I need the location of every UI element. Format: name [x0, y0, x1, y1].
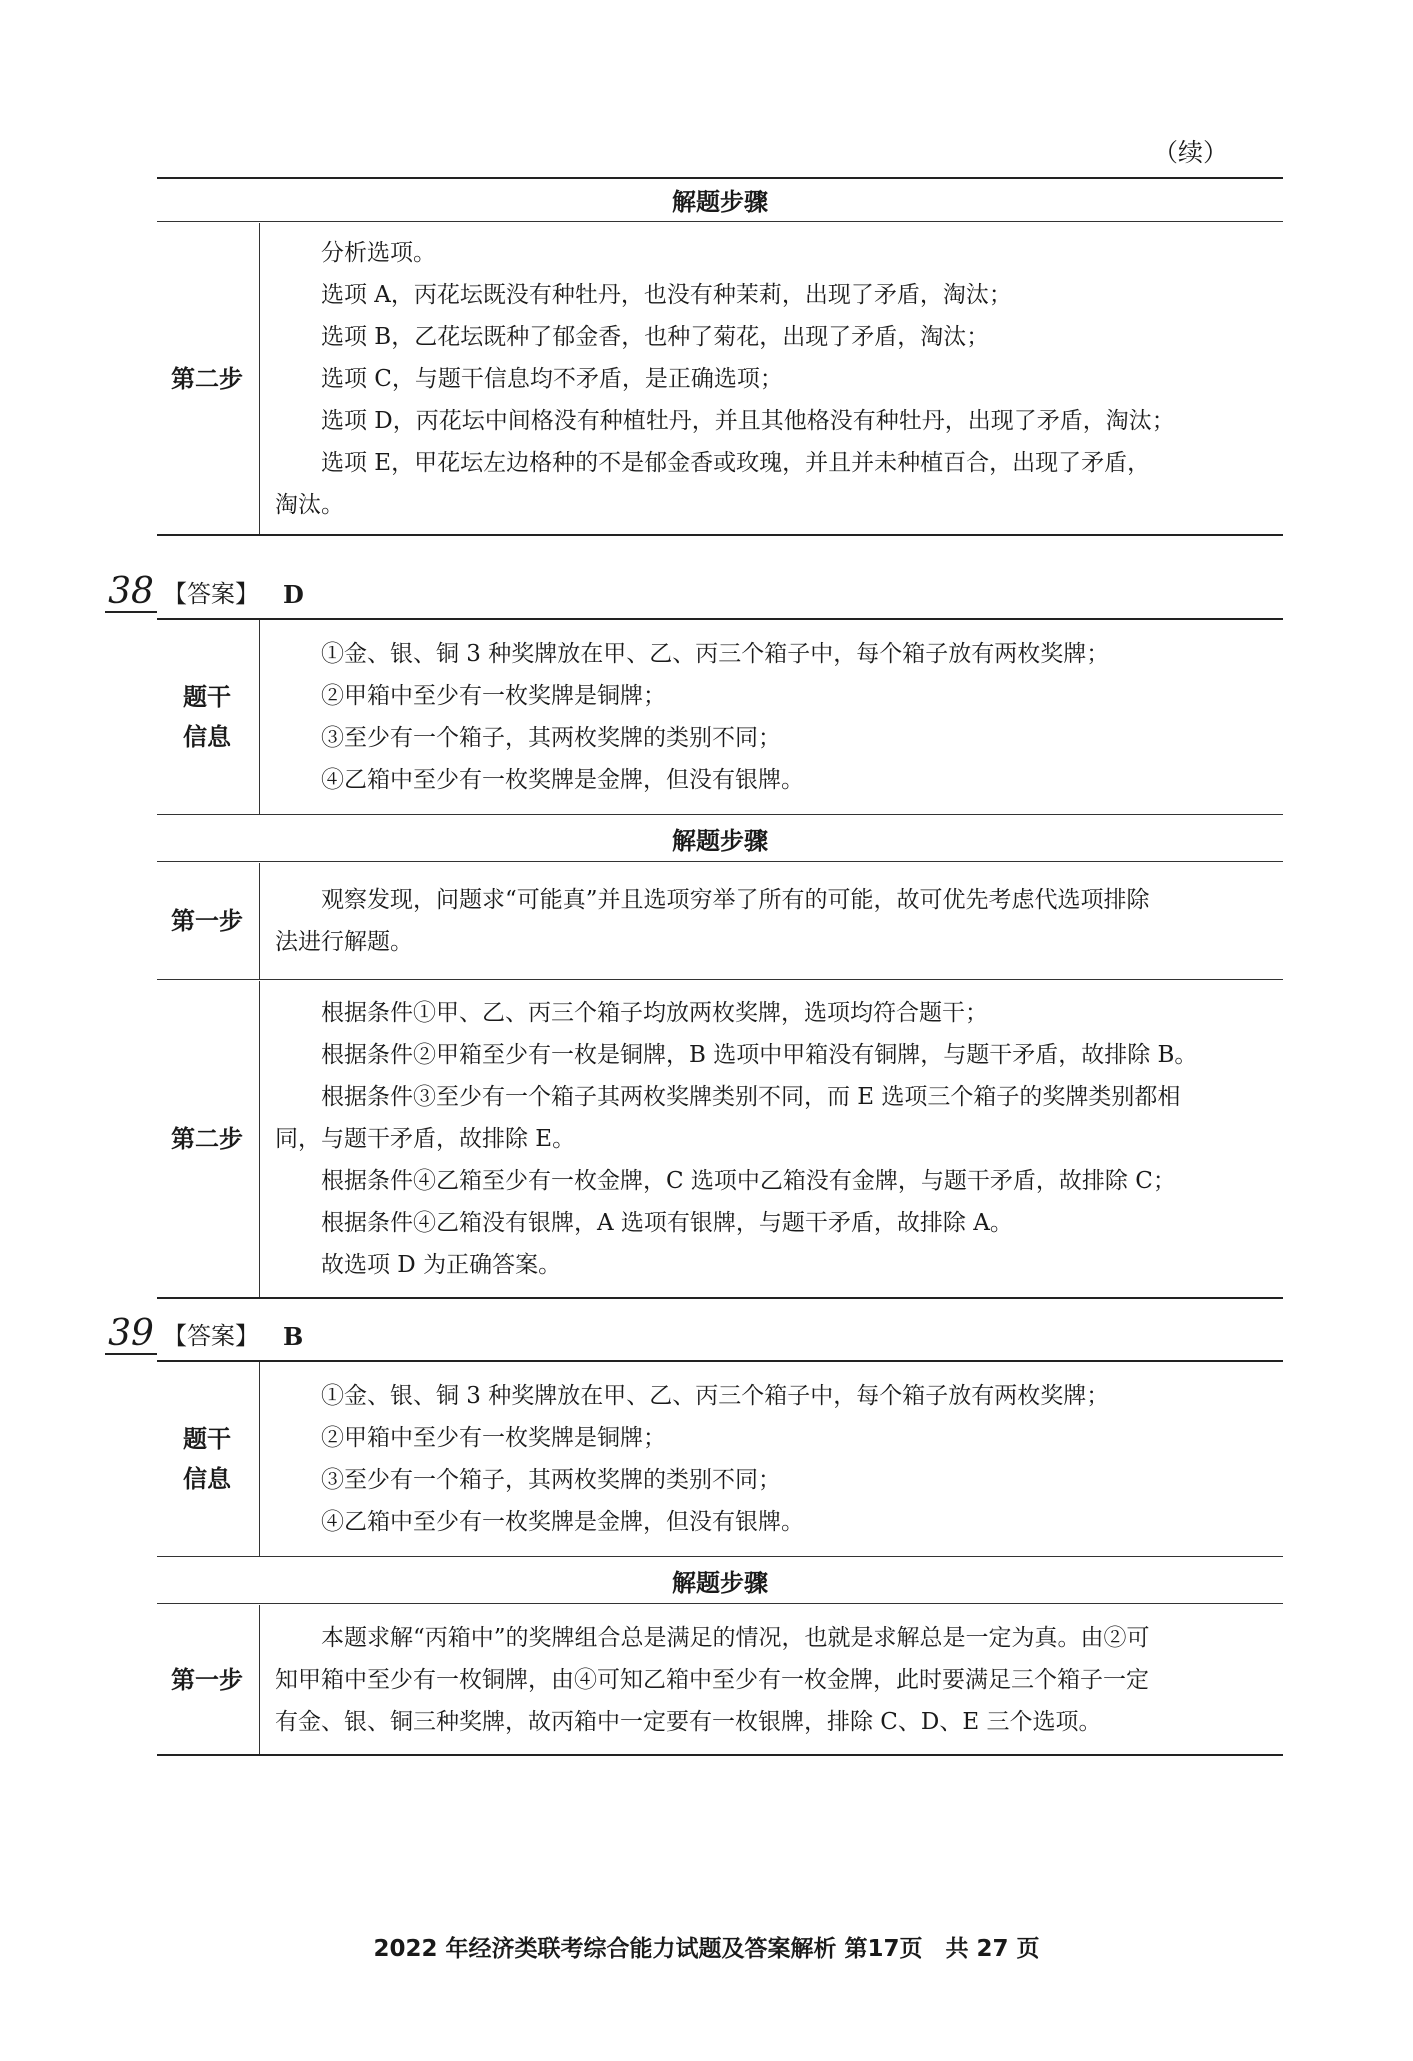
q38-header: [105, 563, 1283, 623]
step-label: 第一步: [171, 1665, 243, 1694]
answer-label: 【答案】: [163, 580, 259, 608]
step2-row: [157, 981, 1283, 1297]
step-label: 第二步: [171, 364, 243, 393]
step2-row: [157, 223, 1283, 534]
answer-label: 【答案】: [163, 1322, 259, 1350]
steps-title: 解题步骤: [672, 188, 768, 216]
info-row: [157, 1362, 1283, 1556]
steps-title: 解题步骤: [672, 827, 768, 855]
step-content: 观察发现，问题求“可能真”并且选项穷举了所有的可能，故可优先考虑代选项排除 法进行解题。: [275, 887, 1150, 955]
step1-row: [157, 1605, 1283, 1754]
info-label: 题干 信息: [183, 1425, 231, 1493]
page-footer: 2022 年经济类联考综合能力试题及答案解析 第17页 共 27 页: [373, 1936, 1040, 1962]
question-number: 39: [105, 1315, 157, 1355]
step-content: 根据条件①甲、乙、丙三个箱子均放两枚奖牌，选项均符合题干； 根据条件②甲箱至少有一枚是铜牌，B 选项中甲箱没有铜牌，与题干矛盾，故排除 B。 根据条件③至少有一个箱子其两枚奖牌类别不同，而 E 选项三个箱子的奖牌类别都相 同，与题干矛盾，故排除 E。 根据条件④乙箱至少有一枚金牌，C 选项中乙箱没有金牌，与题干矛盾，故排除 C； 根据条件④乙箱没有银牌，A 选项有银牌，与题干矛盾，故排除 A。 故选项 D 为正确答案。: [275, 1000, 1198, 1278]
info-content: ①金、银、铜 3 种奖牌放在甲、乙、丙三个箱子中，每个箱子放有两枚奖牌； ②甲箱中至少有一枚奖牌是铜牌； ③至少有一个箱子，其两枚奖牌的类别不同； ④乙箱中至少有一枚奖牌是金牌，但没有银牌。: [321, 1383, 1110, 1535]
question-number: 38: [105, 573, 157, 613]
info-content: ①金、银、铜 3 种奖牌放在甲、乙、丙三个箱子中，每个箱子放有两枚奖牌； ②甲箱中至少有一枚奖牌是铜牌； ③至少有一个箱子，其两枚奖牌的类别不同； ④乙箱中至少有一枚奖牌是金牌，但没有银牌。: [321, 641, 1110, 793]
info-label: 题干 信息: [183, 683, 231, 751]
step-content: 本题求解“丙箱中”的奖牌组合总是满足的情况，也就是求解总是一定为真。由②可 知甲箱中至少有一枚铜牌，由④可知乙箱中至少有一枚金牌，此时要满足三个箱子一定 有金、银、铜三种奖牌，故丙箱中一定要有一枚银牌，排除 C、D、E 三个选项。: [275, 1624, 1150, 1735]
continued-label: （续）: [1152, 138, 1228, 167]
q39-header: [105, 1305, 1283, 1365]
answer-value: D: [283, 580, 304, 609]
answer-value: B: [283, 1322, 304, 1351]
step-label: 第二步: [171, 1125, 243, 1153]
step-label: 第一步: [171, 907, 243, 935]
steps-title: 解题步骤: [672, 1569, 768, 1597]
info-row: [157, 620, 1283, 814]
step-content: 分析选项。 选项 A，丙花坛既没有种牡丹，也没有种茉莉，出现了矛盾，淘汰； 选项 B，乙花坛既种了郁金香，也种了菊花，出现了矛盾，淘汰； 选项 C，与题干信息均不矛盾，是正确选项； 选项 D，丙花坛中间格没有种植牡丹，并且其他格没有种牡丹，出现了矛盾，淘汰； 选项 E，甲花坛左边格种的不是郁金香或玫瑰，并且并未种植百合，出现了矛盾， 淘汰。: [275, 239, 1175, 518]
step1-row: [157, 863, 1283, 979]
